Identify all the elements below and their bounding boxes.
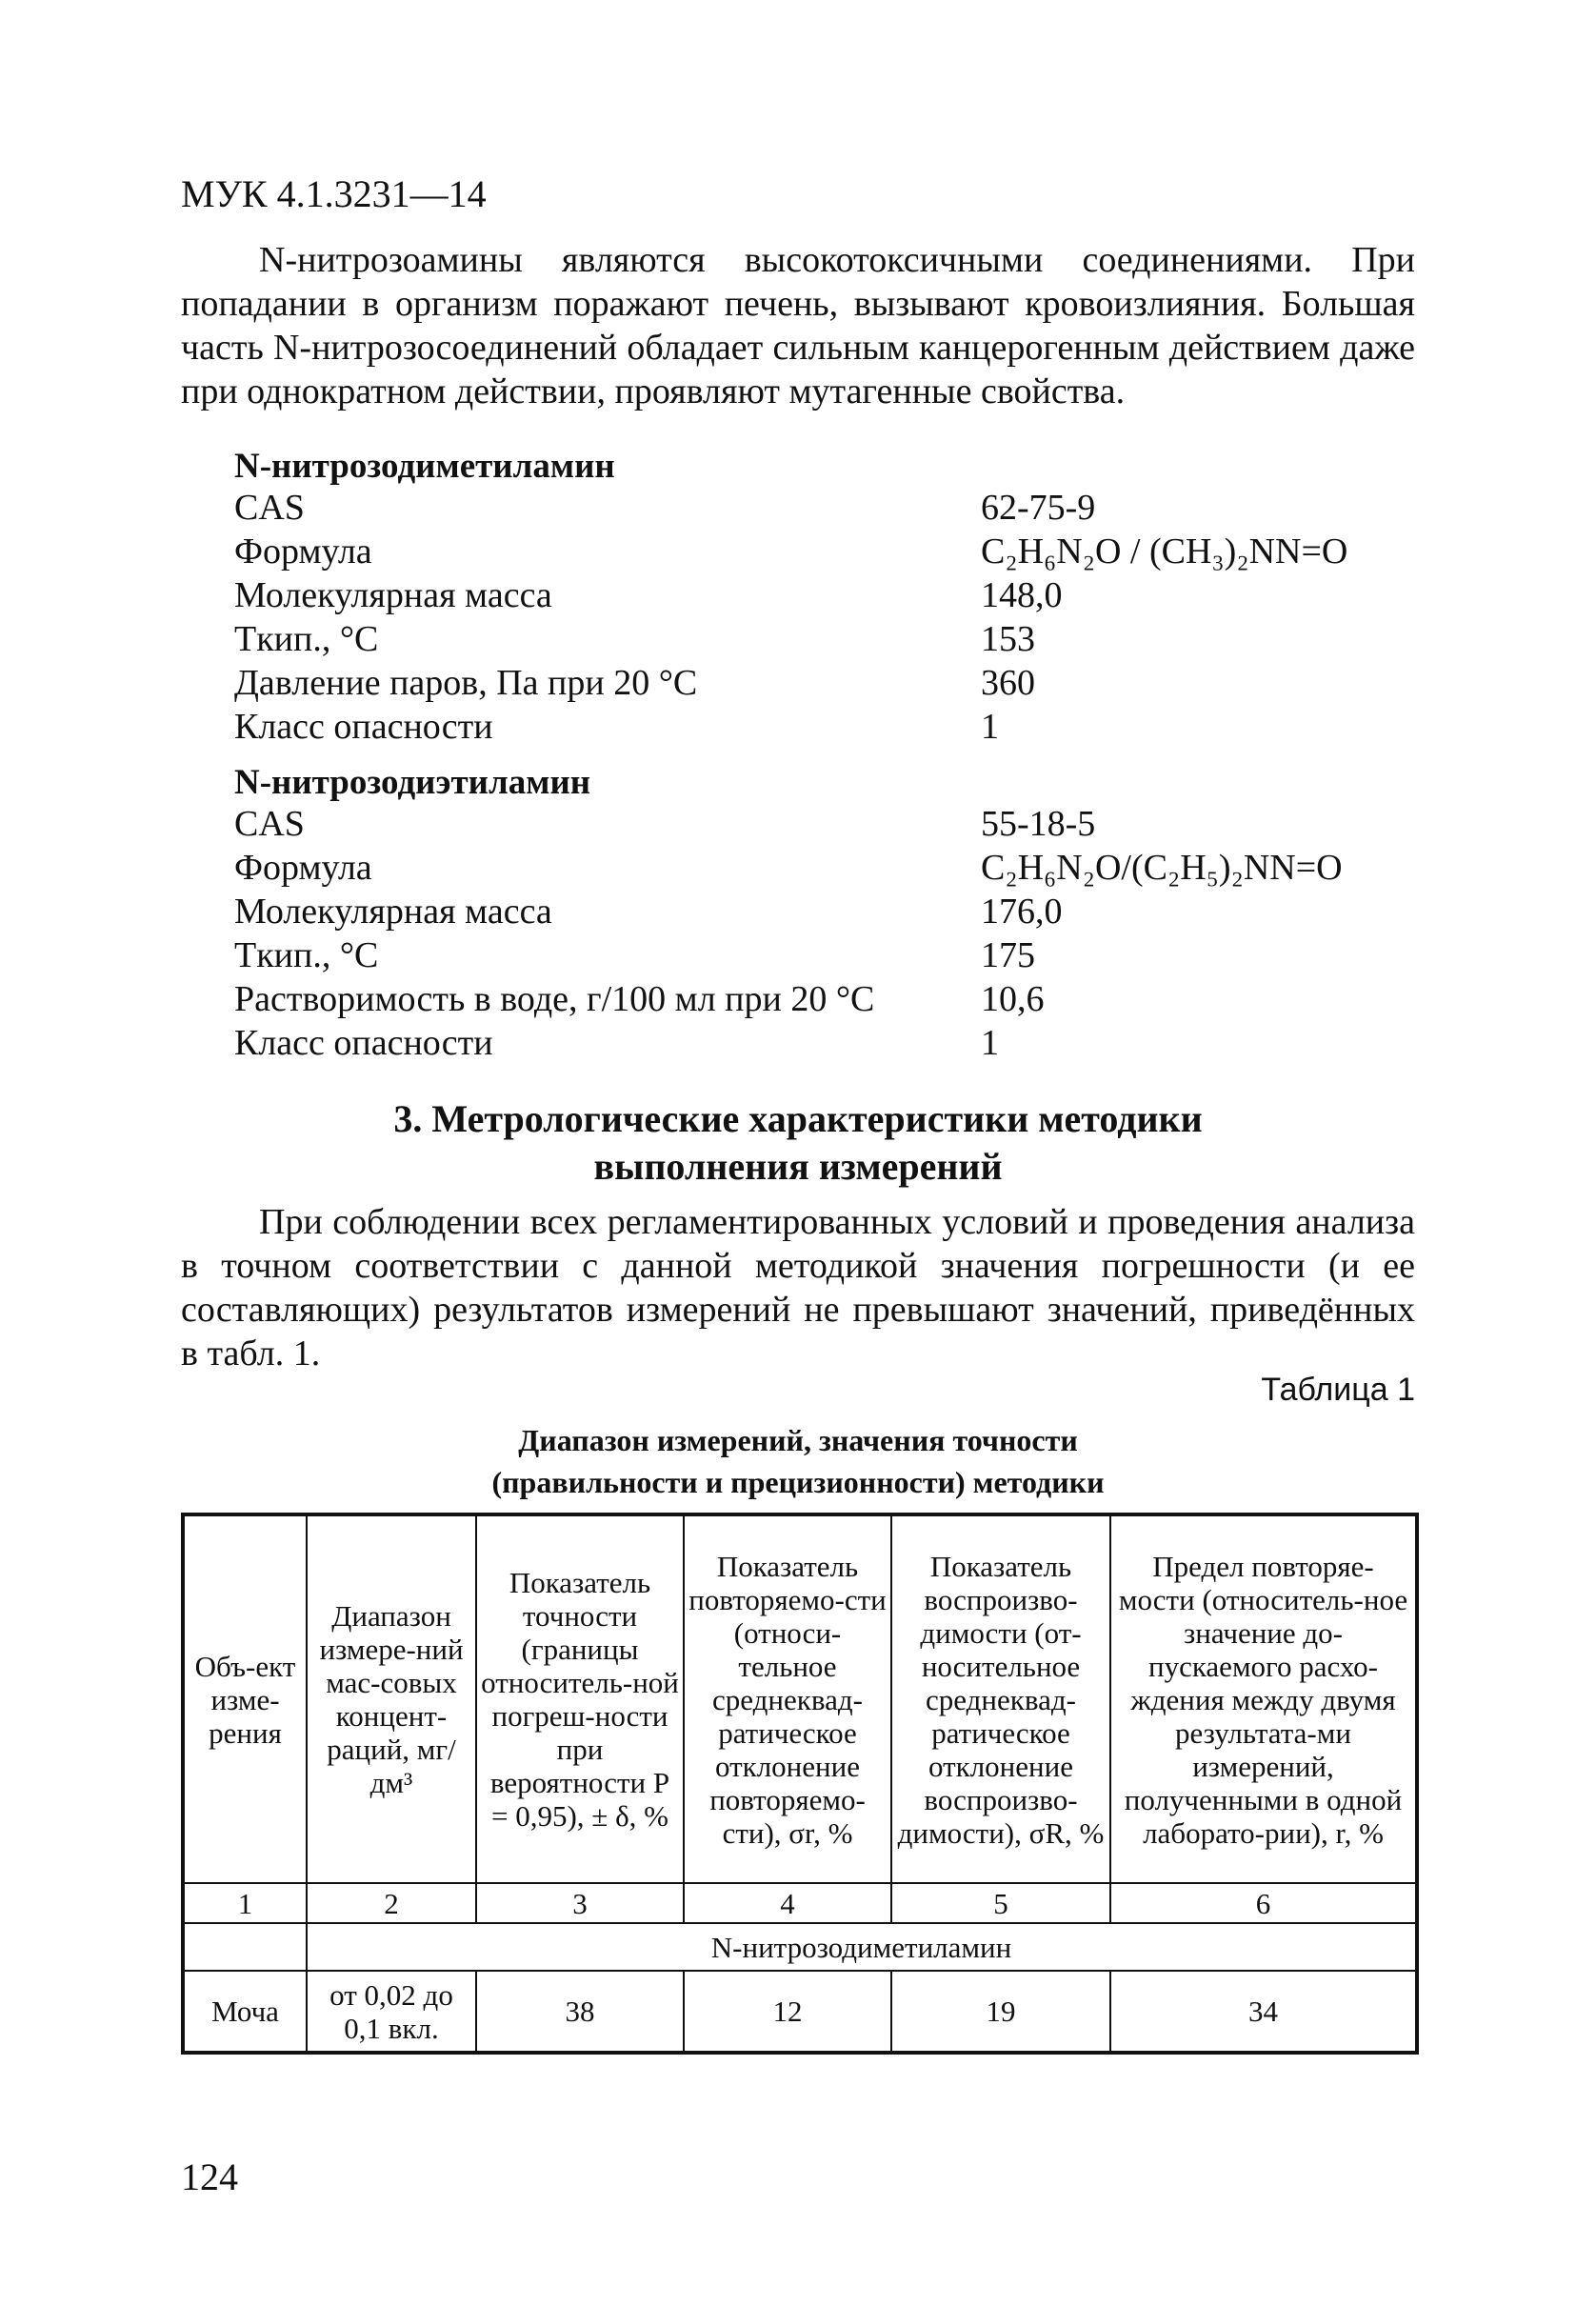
table-title-line: (правильности и прецизионности) методики: [491, 1465, 1105, 1499]
intro-paragraph: [181, 238, 1415, 413]
property-value: 55-18-5: [981, 804, 1096, 844]
property-row: [234, 617, 1415, 661]
column-number: 3: [476, 1883, 684, 1923]
page-number: 124: [181, 2156, 238, 2198]
column-header: Показатель повторяемо-сти (относи-тельное среднеквад-ратическое отклонение повторяемо-сти), σr, %: [684, 1514, 891, 1883]
column-number-row: [183, 1883, 1417, 1923]
group-empty-cell: [183, 1923, 307, 1971]
column-number: 5: [891, 1883, 1110, 1923]
property-row: [234, 890, 1415, 933]
section-title-line: 3. Метрологические характеристики методики: [393, 1097, 1203, 1140]
column-number: 2: [307, 1883, 476, 1923]
property-row: [234, 486, 1415, 530]
table-cell: Моча: [183, 1971, 307, 2053]
table-cell: от 0,02 до 0,1 вкл.: [307, 1971, 476, 2053]
property-value: 176,0: [981, 892, 1063, 932]
table-title-line: Диапазон измерений, значения точности: [518, 1423, 1078, 1457]
group-row: [183, 1923, 1417, 1971]
compound-title: N-нитрозодиметиламин: [234, 447, 615, 486]
property-value: 153: [981, 619, 1035, 659]
property-value: 1: [981, 707, 999, 747]
column-header: Диапазон измере-ний мас-совых концент-раций, мг/дм³: [307, 1514, 476, 1883]
section-text: При соблюдении всех регламентированных условий и проведения анализа в точном соответствии с данной методикой значения погрешности (и ее составляющих) результатов измерений не превышают значений, приведённых в табл. 1.: [181, 1202, 1415, 1374]
property-row: [234, 933, 1415, 977]
property-value: C₂H₆N₂O / (CH₃)₂NN=O: [981, 531, 1348, 571]
property-name: Класс опасности: [234, 707, 493, 747]
section-title-line: выполнения измерений: [593, 1145, 1003, 1188]
column-header: Показатель воспроизво-димости (от-носительное среднеквад-ратическое отклонение воспроизво-димости), σR, %: [891, 1514, 1110, 1883]
property-value: 148,0: [981, 575, 1063, 615]
property-name: Формула: [234, 848, 372, 888]
section-title: [181, 1095, 1415, 1191]
property-row: [234, 705, 1415, 749]
column-number: 6: [1110, 1883, 1417, 1923]
property-row: [234, 661, 1415, 705]
column-header: Объ-ект изме-рения: [183, 1514, 307, 1883]
property-value: 175: [981, 935, 1035, 975]
property-value: 1: [981, 1023, 999, 1063]
property-name: CAS: [234, 804, 305, 844]
compound-title: N-нитрозодиэтиламин: [234, 763, 591, 802]
group-label: N-нитрозодиметиламин: [307, 1923, 1417, 1971]
property-value: 10,6: [981, 979, 1045, 1019]
table-title: [181, 1419, 1415, 1503]
section-paragraph: [181, 1200, 1415, 1375]
property-name: CAS: [234, 488, 305, 528]
table-label: Таблица 1: [1261, 1372, 1415, 1408]
column-number: 4: [684, 1883, 891, 1923]
metrology-table: [181, 1513, 1419, 2055]
property-name: Формула: [234, 531, 372, 571]
table-header-row: [183, 1514, 1417, 1883]
property-value: 62-75-9: [981, 488, 1096, 528]
property-name: Tкип., °C: [234, 935, 379, 975]
table-cell: 34: [1110, 1971, 1417, 2053]
column-number: 1: [183, 1883, 307, 1923]
property-row: [234, 1021, 1415, 1065]
property-name: Молекулярная масса: [234, 892, 552, 932]
document-header: МУК 4.1.3231—14: [181, 172, 487, 215]
property-name: Класс опасности: [234, 1023, 493, 1063]
table-row: [183, 1971, 1417, 2053]
property-row: [234, 846, 1415, 890]
property-name: Давление паров, Па при 20 °C: [234, 663, 698, 703]
intro-text: N-нитрозоамины являются высокотоксичными соединениями. При попадании в организм поражают печень, вызывают кровоизлияния. Большая часть N-нитрозосоединений обладает сильным канцерогенным действием даже при однократном действии, проявляют мутагенные свойства.: [181, 240, 1415, 411]
property-row: [234, 573, 1415, 617]
property-value: C₂H₆N₂O/(C₂H₅)₂NN=O: [981, 848, 1343, 888]
column-header: Показатель точности (границы относитель-ной погреш-ности при вероятности P = 0,95), ± δ, %: [476, 1514, 684, 1883]
property-name: Молекулярная масса: [234, 575, 552, 615]
property-name: Растворимость в воде, г/100 мл при 20 °C: [234, 979, 875, 1019]
column-header: Предел повторяе-мости (относитель-ное значение до-пускаемого расхо-ждения между двумя результата-ми измерений, полученными в одной лаборато-рии), r, %: [1110, 1514, 1417, 1883]
property-row: [234, 977, 1415, 1021]
property-value: 360: [981, 663, 1035, 703]
table-cell: 38: [476, 1971, 684, 2053]
table-cell: 12: [684, 1971, 891, 2053]
property-name: Tкип., °C: [234, 619, 379, 659]
property-row: [234, 802, 1415, 846]
table-cell: 19: [891, 1971, 1110, 2053]
property-row: [234, 530, 1415, 573]
